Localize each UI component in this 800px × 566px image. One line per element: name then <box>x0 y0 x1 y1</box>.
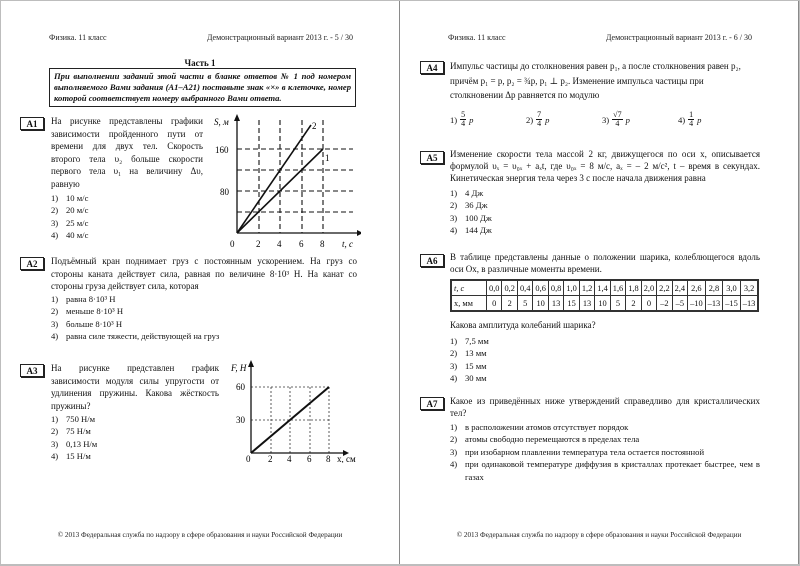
svg-text:80: 80 <box>220 187 229 197</box>
document-spread <box>1 1 799 564</box>
page-5 <box>1 1 399 564</box>
svg-text:2: 2 <box>312 121 317 131</box>
option[interactable]: 2) 20 м/с <box>51 205 89 216</box>
option[interactable]: 4) при одинаковой температуре диффузия в кристаллах протекает быстрее, чем в газах <box>450 459 760 482</box>
option[interactable]: 3) 100 Дж <box>450 212 492 223</box>
svg-text:6: 6 <box>307 454 312 463</box>
options-a4 <box>450 111 754 128</box>
question-subtext-a6: Какова амплитуда колебаний шарика? <box>450 320 596 330</box>
option[interactable]: 3) 15 мм <box>450 360 487 371</box>
question-text-a4: Импульс частицы до столкновения равен p₁, а после столкновения равен p₂, причём p₁ = p, p₂ = ¾p, p₁ ⊥ p₂. Изменение импульса частицы при столкновении Δp равняется по модулю <box>450 61 741 100</box>
option[interactable]: 1) 7,5 мм <box>450 336 489 346</box>
svg-text:2: 2 <box>256 239 261 249</box>
option[interactable]: 3) 0,13 Н/м <box>51 438 98 449</box>
question-text-a6: В таблице представлены данные о положении шарика, колеблющегося вдоль оси Ox, в различные моменты времени. <box>450 252 760 274</box>
options-a3 <box>51 413 97 463</box>
option[interactable]: 1) в расположении атомов отсутствует порядок <box>450 422 629 432</box>
graph-a1-distance-time <box>211 113 361 253</box>
options-a6 <box>450 335 489 385</box>
option[interactable]: 3) при изобарном плавлении температура тела остается постоянной <box>450 446 705 457</box>
svg-text:4: 4 <box>277 239 282 249</box>
question-label-a4: А4 <box>420 61 444 74</box>
question-label-a1: А1 <box>20 117 44 130</box>
option[interactable]: 2) 75 Н/м <box>51 426 91 437</box>
svg-text:0: 0 <box>246 454 251 463</box>
svg-text:4: 4 <box>287 454 292 463</box>
options-a2 <box>51 293 219 343</box>
question-text-a2: Подъёмный кран поднимает груз с постоянным ускорением. На груз со стороны каната действует сила, равная по величине 8·10³ Н. На канат со стороны груза действует сила, которая <box>51 256 357 292</box>
question-text-a3: На рисунке представлен график зависимости модуля силы упругости от удлинения пружины. Какова жёсткость пружины? <box>51 363 219 411</box>
svg-text:0: 0 <box>230 239 235 249</box>
question-label-a7: А7 <box>420 397 444 410</box>
option[interactable]: 4) 40 м/с <box>51 230 89 241</box>
question-text-a7: Какое из приведённых ниже утверждений справедливо для кристаллических тел? <box>450 396 760 418</box>
svg-text:6: 6 <box>299 239 304 249</box>
table-row-position: x, мм 0 2 5 10 13 15 13 10 5 2 0 –2 –5 –10 –13 –15 –13 <box>451 296 758 312</box>
header-subject: Физика. 11 класс <box>49 33 107 42</box>
option[interactable]: 4) равна силе тяжести, действующей на груз <box>51 331 220 342</box>
header-variant: Демонстрационный вариант 2013 г. - 6 / 30 <box>605 33 752 42</box>
option[interactable]: 1) 750 Н/м <box>51 414 96 424</box>
option[interactable]: 2) 13 мм <box>450 348 487 359</box>
option[interactable]: 3) 25 м/с <box>51 217 89 228</box>
question-label-a3: А3 <box>20 364 44 377</box>
svg-text:2: 2 <box>268 454 273 463</box>
option[interactable]: 1) равна 8·10³ Н <box>51 294 116 304</box>
option[interactable]: 4) 144 Дж <box>450 225 492 236</box>
svg-text:60: 60 <box>236 382 245 392</box>
svg-text:x, см: x, см <box>337 454 356 463</box>
part-title: Часть 1 <box>184 58 216 68</box>
options-a5 <box>450 187 492 237</box>
svg-text:t, с: t, с <box>342 239 353 249</box>
option[interactable]: 4) 30 мм <box>450 373 487 384</box>
option[interactable]: 2) 36 Дж <box>450 200 488 211</box>
svg-text:8: 8 <box>320 239 325 249</box>
question-label-a6: А6 <box>420 254 444 267</box>
svg-text:F, Н: F, Н <box>231 363 247 373</box>
options-a7 <box>450 421 760 483</box>
instructions-box: При выполнении заданий этой части в бланке ответов № 1 под номером выполняемого Вами задания (А1–А21) поставьте знак «×» в клеточке, номер которой соответствует номеру выбранного Вами ответа. <box>49 68 356 107</box>
svg-text:30: 30 <box>236 415 245 425</box>
option[interactable]: 2) $\frac{7}{4}$ p <box>526 110 550 128</box>
option[interactable]: 2) атомы свободно перемещаются в пределах тела <box>450 434 640 445</box>
graph-a3-force-extension <box>227 359 367 463</box>
option[interactable]: 3) $\frac{√7}{4}$ p <box>602 110 630 128</box>
page-header <box>49 33 353 42</box>
option[interactable]: 3) больше 8·10³ Н <box>51 318 123 329</box>
option[interactable]: 2) меньше 8·10³ Н <box>51 306 124 317</box>
option[interactable]: 1) $\frac{5}{4}$ p <box>450 110 474 128</box>
page-header <box>448 33 752 42</box>
question-label-a2: А2 <box>20 257 44 270</box>
svg-text:S, м: S, м <box>214 117 229 127</box>
table-row-time: t, с 0,0 0,2 0,4 0,6 0,8 1,0 1,2 1,4 1,6 1,8 2,0 2,2 2,4 2,6 2,8 3,0 3,2 <box>451 280 758 296</box>
option[interactable]: 4) $\frac{1}{4}$ p <box>678 110 702 128</box>
option[interactable]: 4) 15 Н/м <box>51 451 91 462</box>
svg-text:8: 8 <box>326 454 331 463</box>
page-6 <box>400 1 798 564</box>
question-text-a1: На рисунке представлены графики зависимости пройденного пути от времени для двух тел. Скорость второго тела υ₂ больше скорости первого тела υ₁ на величину Δυ, равную <box>51 116 203 189</box>
option[interactable]: 1) 4 Дж <box>450 188 484 198</box>
svg-text:160: 160 <box>215 145 229 155</box>
option[interactable]: 1) 10 м/с <box>51 193 89 203</box>
options-a1 <box>51 192 88 242</box>
page-footer: © 2013 Федеральная служба по надзору в сфере образования и науки Российской Федерации <box>456 531 742 539</box>
position-time-table <box>450 279 759 312</box>
page-footer: © 2013 Федеральная служба по надзору в сфере образования и науки Российской Федерации <box>57 531 343 539</box>
question-label-a5: А5 <box>420 151 444 164</box>
header-variant: Демонстрационный вариант 2013 г. - 5 / 30 <box>206 33 353 42</box>
header-subject: Физика. 11 класс <box>448 33 506 42</box>
question-text-a5: Изменение скорости тела массой 2 кг, движущегося по оси x, описывается формулой υₓ = υ₀ₓ + aₓt, где υ₀ₓ = 8 м/с, aₓ = – 2 м/с², t – время в секундах. Кинетическая энергия тела через 3 с после начала движения равна <box>450 149 760 183</box>
svg-text:1: 1 <box>325 153 330 163</box>
